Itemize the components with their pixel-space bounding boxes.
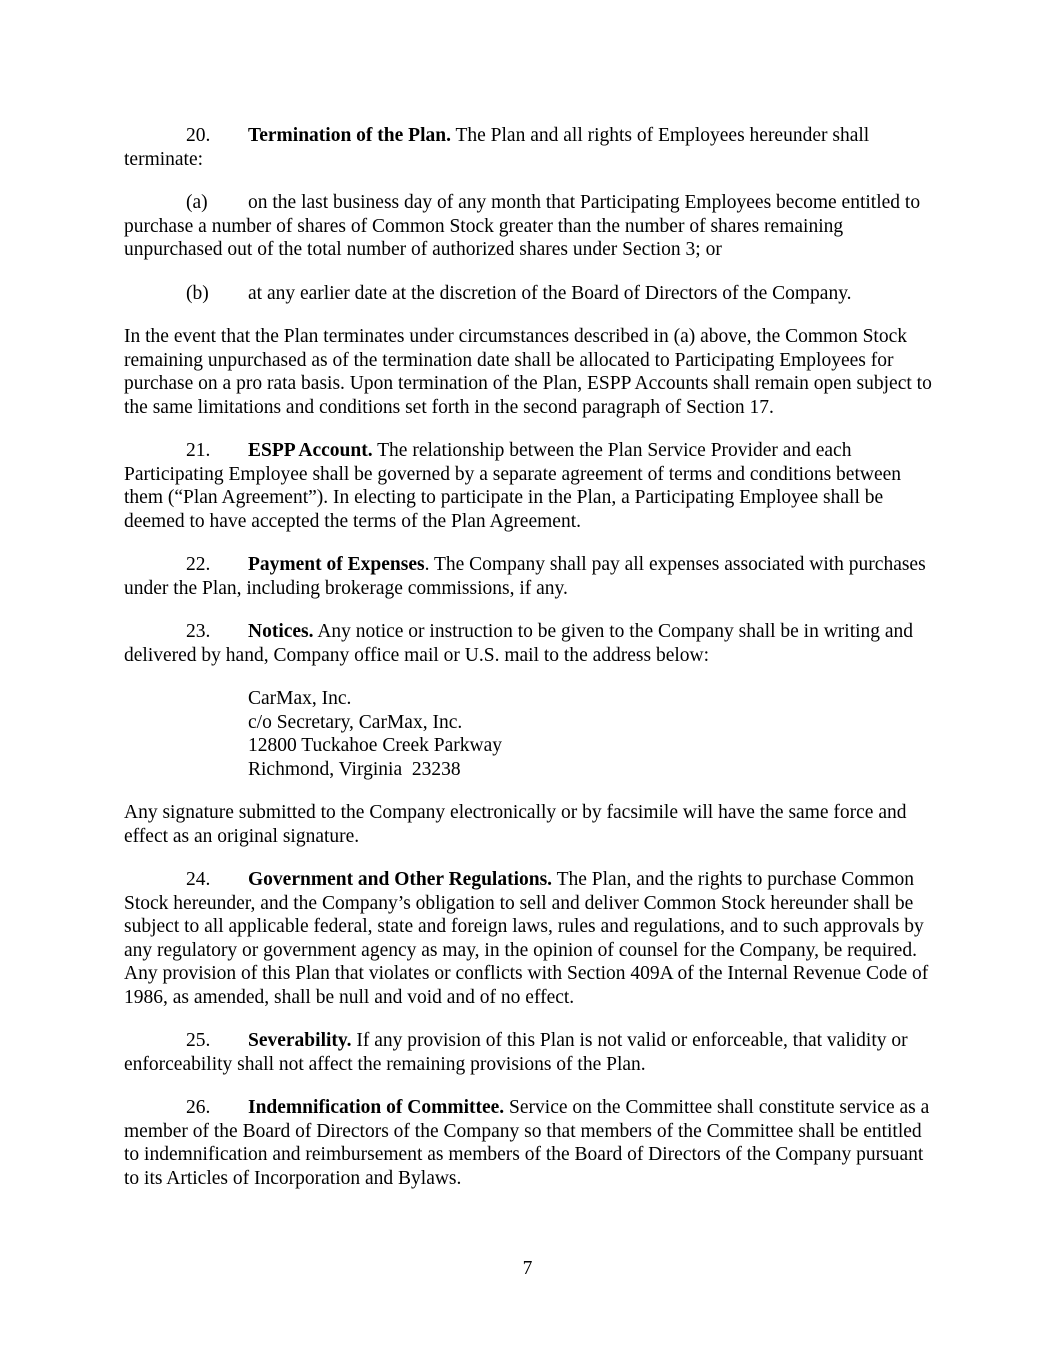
section-heading: Termination of the Plan. bbox=[248, 125, 451, 146]
section-text: Any notice or instruction to be given to the Company shall be in writing and delivered by hand, Company office mail or U.S. mail to the address below: bbox=[124, 621, 914, 666]
section-heading: Notices. bbox=[248, 621, 314, 642]
section-26 bbox=[124, 1096, 934, 1190]
address-line: c/o Secretary, CarMax, Inc. bbox=[248, 711, 463, 733]
section-20a bbox=[124, 191, 934, 262]
clause-label: (b) bbox=[186, 282, 209, 304]
section-number: 21. bbox=[186, 440, 211, 461]
section-23 bbox=[124, 620, 934, 667]
section-heading: Indemnification of Committee. bbox=[248, 1097, 505, 1118]
clause-text: at any earlier date at the discretion of the Board of Directors of the Company. bbox=[248, 282, 852, 304]
section-text: The Plan, and the rights to purchase Common Stock hereunder, and the Company’s obligation to sell and deliver Common Stock hereunder shall be subject to all applicable federal, state and foreign laws, rules and regulations, and to such approvals by any regulatory or government agency as may, in the opinion of counsel for the Company, be required. Any provision of this Plan that violates or conflicts with Section 409A of the Internal Revenue Code of 1986, as amended, shall be null and void and of no effect. bbox=[124, 869, 929, 1008]
section-24 bbox=[124, 868, 934, 1009]
section-20b bbox=[124, 282, 934, 306]
section-number: 25. bbox=[186, 1030, 211, 1051]
address-line: 12800 Tuckahoe Creek Parkway bbox=[248, 735, 503, 756]
section-21 bbox=[124, 439, 934, 533]
mailing-address bbox=[248, 687, 934, 781]
section-text: The relationship between the Plan Service Provider and each Participating Employee shall be governed by a separate agreement of terms and conditions between them (“Plan Agreement”). In electing to participate in the Plan, a Participating Employee shall be deemed to have accepted the terms of the Plan Agreement. bbox=[124, 440, 902, 532]
section-number: 24. bbox=[186, 869, 211, 890]
section-number: 26. bbox=[186, 1097, 211, 1118]
section-23-tail: Any signature submitted to the Company electronically or by facsimile will have the same force and effect as an original signature. bbox=[124, 802, 907, 847]
section-text: . The Company shall pay all expenses associated with purchases under the Plan, including brokerage commissions, if any. bbox=[124, 554, 926, 599]
address-line: CarMax, Inc. bbox=[248, 688, 352, 709]
section-20 bbox=[124, 124, 934, 171]
section-heading: Payment of Expenses bbox=[248, 554, 425, 575]
section-text: The Plan and all rights of Employees hereunder shall terminate: bbox=[124, 125, 870, 170]
address-line: Richmond, Virginia 23238 bbox=[248, 758, 461, 780]
section-number: 23. bbox=[186, 621, 211, 642]
section-heading: ESPP Account. bbox=[248, 440, 373, 461]
document-page bbox=[124, 124, 934, 1210]
section-text: If any provision of this Plan is not valid or enforceable, that validity or enforceability shall not affect the remaining provisions of the Plan. bbox=[124, 1030, 908, 1075]
section-25 bbox=[124, 1029, 934, 1076]
clause-label: (a) bbox=[186, 192, 208, 213]
section-22 bbox=[124, 553, 934, 600]
page-number: 7 bbox=[522, 1258, 533, 1279]
section-number: 22. bbox=[186, 554, 211, 575]
section-number: 20. bbox=[186, 125, 211, 146]
section-20-tail: In the event that the Plan terminates under circumstances described in (a) above, the Common Stock remaining unpurchased as of the termination date shall be allocated to Participating Employees for purchase on a pro rata basis. Upon termination of the Plan, ESPP Accounts shall remain open subject to the same limitations and conditions set forth in the second paragraph of Section 17. bbox=[124, 326, 932, 418]
section-heading: Government and Other Regulations. bbox=[248, 869, 553, 890]
section-heading: Severability. bbox=[248, 1030, 352, 1051]
section-text: Service on the Committee shall constitute service as a member of the Board of Directors of the Company so that members of the Committee shall be entitled to indemnification and reimbursement as members of the Board of Directors of the Company pursuant to its Articles of Incorporation and Bylaws. bbox=[124, 1097, 930, 1189]
clause-text: on the last business day of any month that Participating Employees become entitled to purchase a number of shares of Common Stock greater than the number of shares remaining unpurchased out of the total number of authorized shares under Section 3; or bbox=[124, 192, 921, 260]
